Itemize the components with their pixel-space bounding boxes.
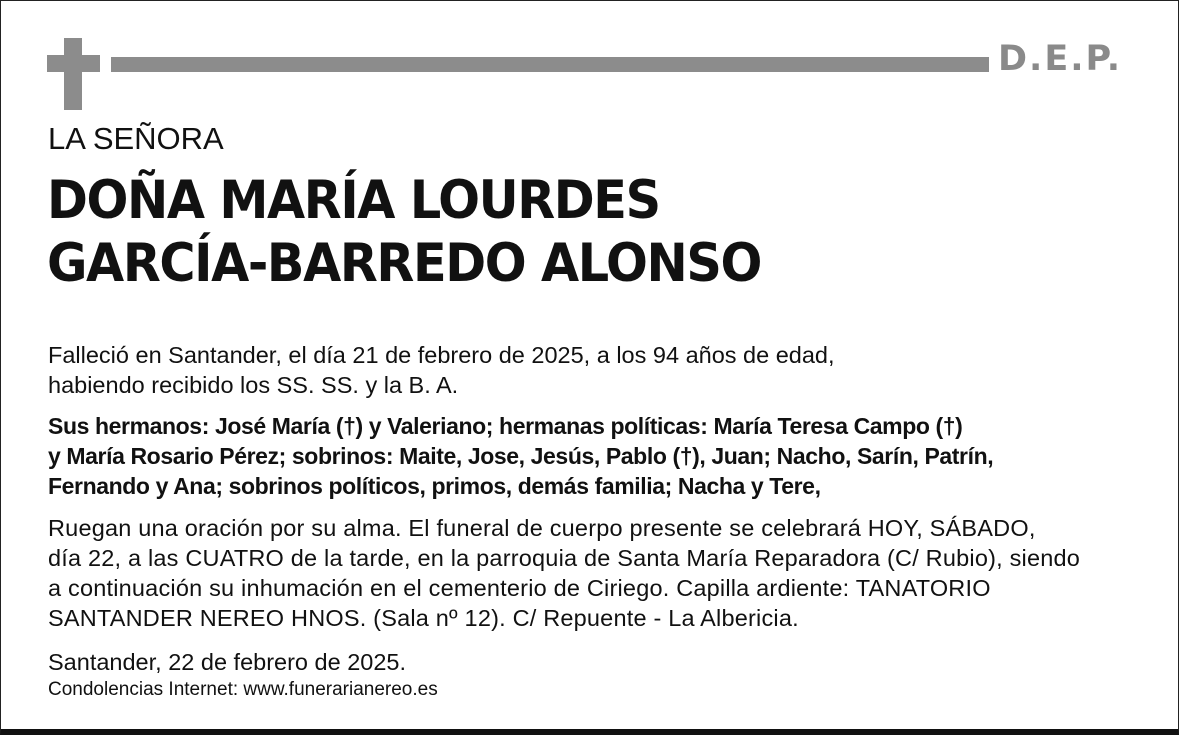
condolences-link: Condolencias Internet: www.funerarianereo.es: [48, 679, 438, 700]
funeral-line-4: SANTANDER NEREO HNOS. (Sala nº 12). C/ Repuente - La Albericia.: [48, 605, 799, 631]
family-paragraph: [48, 411, 1148, 501]
cross-icon: [47, 38, 100, 110]
header-rule: [111, 57, 989, 72]
family-line-2: y María Rosario Pérez; sobrinos: Maite, Jose, Jesús, Pablo (†), Juan; Nacho, Sarín, Patrín,: [48, 443, 994, 469]
funeral-line-3: a continuación su inhumación en el cementerio de Ciriego. Capilla ardiente: TANATORIO: [48, 575, 991, 601]
funeral-line-1: Ruegan una oración por su alma. El funeral de cuerpo presente se celebrará HOY, SÁBADO,: [48, 515, 1036, 541]
funeral-paragraph: [48, 513, 1148, 633]
place-date: [48, 647, 1148, 677]
name-line-1: DOÑA MARÍA LOURDES: [47, 170, 660, 231]
family-line-3: Fernando y Ana; sobrinos políticos, primos, demás familia; Nacha y Tere,: [48, 473, 821, 499]
place-date-text: Santander, 22 de febrero de 2025.: [48, 649, 407, 675]
death-line-2: habiendo recibido los SS. SS. y la B. A.: [48, 372, 459, 398]
death-line-1: Falleció en Santander, el día 21 de febrero de 2025, a los 94 años de edad,: [48, 342, 835, 368]
death-paragraph: [48, 340, 1148, 400]
deceased-name: [47, 169, 761, 295]
title-label: LA SEÑORA: [48, 121, 224, 156]
name-line-2: GARCÍA-BARREDO ALONSO: [47, 233, 762, 294]
dep-label: D.E.P.: [998, 39, 1123, 79]
family-line-1: Sus hermanos: José María (†) y Valeriano; hermanas políticas: María Teresa Campo (†): [48, 413, 963, 439]
funeral-line-2: día 22, a las CUATRO de la tarde, en la parroquia de Santa María Reparadora (C/ Rubio), siendo: [48, 545, 1081, 571]
